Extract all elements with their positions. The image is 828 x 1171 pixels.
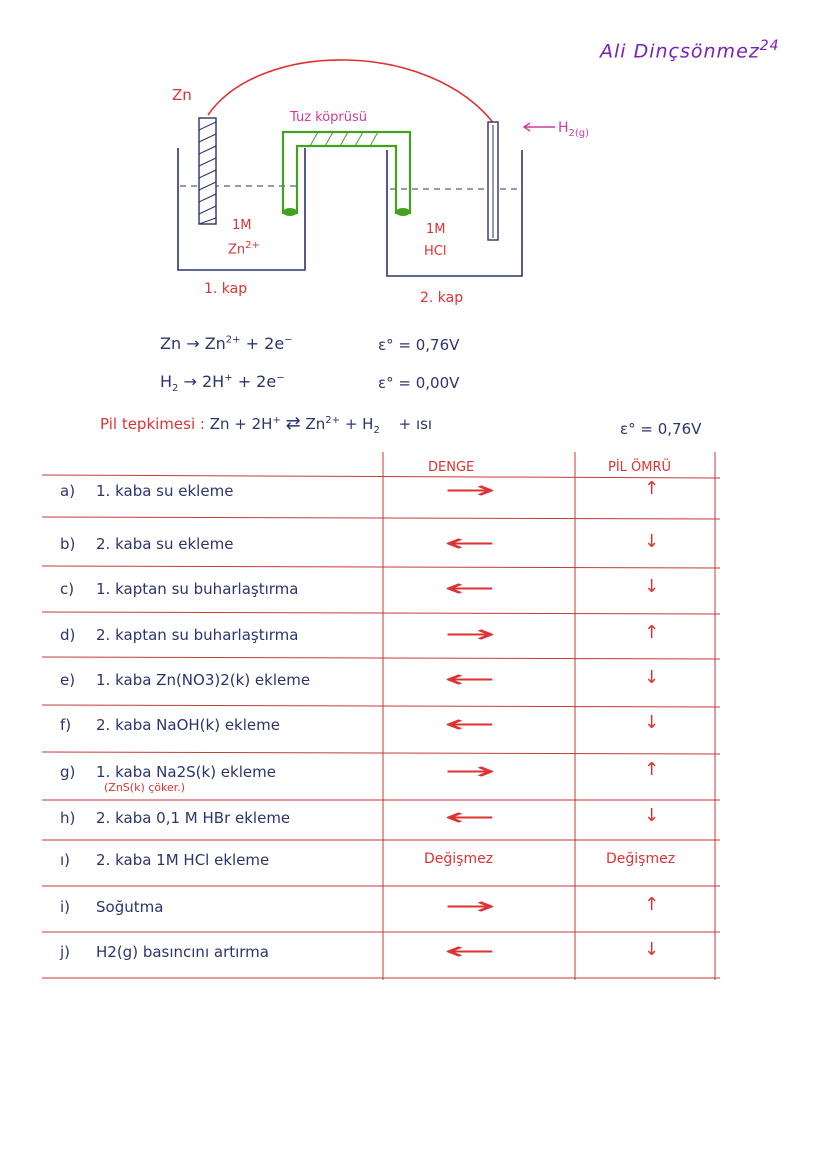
row-letter: c) — [60, 580, 75, 598]
row-action: 2. kaba 1M HCl ekleme — [96, 851, 270, 869]
row-battery-life: ↑ — [644, 622, 660, 643]
author-signature — [600, 38, 780, 62]
row-balance-shift: ← — [443, 665, 497, 693]
row-letter: ı) — [60, 851, 71, 869]
half-reaction-2: $H_2 \to 2H^+ + 2e^-$ — [160, 372, 285, 395]
row-action: H2(g) basıncını artırma — [96, 943, 269, 961]
row-letter: j) — [60, 943, 71, 961]
salt-bridge-plug-2 — [396, 208, 410, 216]
cell-reaction: Pil tepkimesi : Zn + 2H+ ⇄ $Zn^{2+} + H_2$ + ısı — [100, 413, 433, 436]
row-balance-shift: → — [443, 476, 497, 504]
header-battery-life: PİL ÖMRÜ — [608, 460, 672, 475]
cell1-name: 1. kap — [204, 281, 248, 297]
row-battery-life: ↓ — [644, 531, 660, 552]
row-action: 2. kaba NaOH(k) ekleme — [96, 716, 280, 734]
salt-bridge-plug-1 — [283, 208, 297, 216]
salt-bridge-label: Tuz köprüsü — [290, 110, 368, 125]
row-action: 2. kaba su ekleme — [96, 535, 234, 553]
row-action: 1. kaba Na2S(k) ekleme — [96, 763, 276, 781]
author-name: Ali Dinçsönmez — [600, 40, 760, 63]
row-action: 2. kaptan su buharlaştırma — [96, 626, 299, 644]
row-battery-life: ↓ — [644, 712, 660, 733]
row-balance-shift: → — [443, 620, 497, 648]
row-action: 2. kaba 0,1 M HBr ekleme — [96, 809, 291, 827]
row-battery-life: ↓ — [644, 667, 660, 688]
cell1-concentration: 1M — [232, 218, 252, 233]
row-battery-life: ↓ — [644, 805, 660, 826]
row-balance-shift: ← — [443, 574, 497, 602]
half-reaction-1-potential: ε° = 0,76V — [378, 336, 460, 354]
cell2-name: 2. kap — [420, 290, 464, 306]
row-letter: e) — [60, 671, 76, 689]
row-letter: b) — [60, 535, 76, 553]
row-action: 1. kaba su ekleme — [96, 482, 234, 500]
half-reaction-1: $Zn \to Zn^{2+} + 2e^-$ — [160, 334, 293, 353]
row-letter: f) — [60, 716, 72, 734]
row-letter: h) — [60, 809, 76, 827]
half-reaction-2-potential: ε° = 0,00V — [378, 374, 460, 392]
row-battery-life: ↑ — [644, 894, 660, 915]
row-balance-shift: Değişmez — [424, 851, 494, 867]
row-battery-life: ↓ — [644, 576, 660, 597]
row-action: Soğutma — [96, 898, 164, 916]
row-battery-life: ↑ — [644, 759, 660, 780]
row-action: 1. kaptan su buharlaştırma — [96, 580, 299, 598]
row-balance-shift: ← — [443, 803, 497, 831]
row-note: (ZnS(k) çöker.) — [104, 781, 186, 794]
row-balance-shift: → — [443, 892, 497, 920]
row-letter: d) — [60, 626, 76, 644]
row-action: 1. kaba Zn(NO3)2(k) ekleme — [96, 671, 311, 689]
row-balance-shift: ← — [443, 710, 497, 738]
row-balance-shift: ← — [443, 529, 497, 557]
h2-gas-label: $H_{2(g)}$ — [558, 120, 590, 139]
cell-potential: ε° = 0,76V — [620, 420, 702, 438]
row-letter: a) — [60, 482, 76, 500]
row-battery-life: ↑ — [644, 478, 660, 499]
salt-bridge-hatch — [310, 132, 378, 146]
header-balance: DENGE — [428, 460, 475, 475]
row-balance-shift: ← — [443, 937, 497, 965]
page-number: 24 — [759, 38, 780, 54]
row-balance-shift: → — [443, 757, 497, 785]
row-letter: g) — [60, 763, 76, 781]
zn-label: Zn — [172, 86, 192, 104]
row-battery-life: ↓ — [644, 939, 660, 960]
cell1-ion: $Zn^{2+}$ — [228, 240, 260, 258]
row-battery-life: Değişmez — [606, 851, 676, 867]
cell2-concentration: 1M — [426, 222, 446, 237]
row-letter: i) — [60, 898, 71, 916]
salt-bridge — [283, 132, 410, 213]
cell2-solution: HCl — [424, 244, 447, 259]
